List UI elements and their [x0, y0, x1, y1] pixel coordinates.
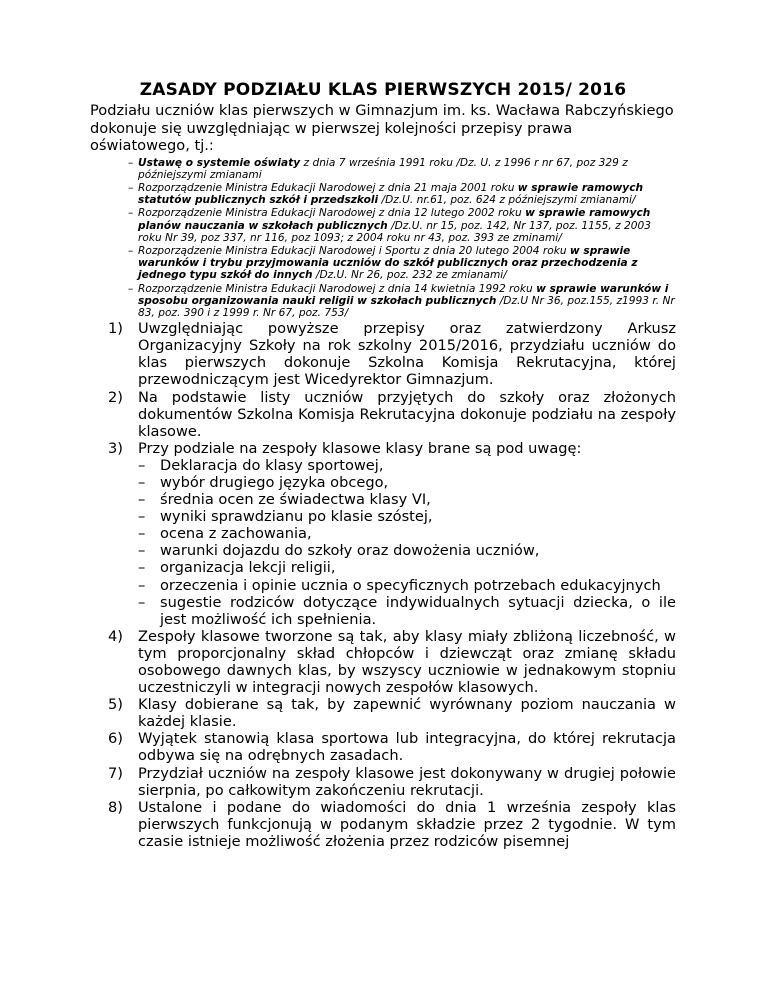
- bullet-dash: –: [138, 525, 146, 543]
- law-citation: /Dz.U Nr 36, poz.155, z1993 r. Nr 83, poz. 390 i z 1999 r. Nr 67, poz. 753/: [138, 294, 675, 319]
- criterion-item: [138, 474, 676, 491]
- intro-paragraph: Podziału uczniów klas pierwszych w Gimnazjum im. ks. Wacława Rabczyńskiego dokonuje się uwzględniając w pierwszej kolejności przepisy prawa oświatowego, tj.:: [90, 102, 674, 154]
- bullet-dash: –: [138, 559, 146, 577]
- rule-number: 8): [108, 798, 123, 816]
- rule-text: Na podstawie listy uczniów przyjętych do szkoły oraz złożonych dokumentów Szkolna Komisja Rekrutacyjna dokonuje podziału na zespoły klasowe.: [138, 388, 676, 440]
- rule-number: 2): [108, 388, 123, 406]
- rule-number: 7): [108, 764, 123, 782]
- rule-text: Przy podziale na zespoły klasowe klasy brane są pod uwagę:: [138, 439, 582, 457]
- criterion-item: [138, 577, 676, 594]
- criterion-item: [138, 508, 676, 525]
- rule-text: Zespoły klasowe tworzone są tak, aby klasy miały zbliżoną liczebność, w tym proporcjonalny skład chłopców i dziewcząt oraz zmianę składu osobowego dawnych klas, by wszyscy uczniowie w jednakowym stopniu uczestniczyli w integracji nowych zespołów klasowych.: [138, 627, 676, 697]
- bullet-dash: –: [138, 456, 146, 474]
- criterion-text: Deklaracja do klasy sportowej,: [160, 456, 384, 474]
- rule-item: [90, 799, 676, 850]
- rule-item: [90, 730, 676, 764]
- criterion-item: [138, 525, 676, 542]
- law-item: [128, 182, 676, 206]
- law-citation: z dnia 7 września 1991 roku /Dz. U. z 1996 r nr 67, poz 329 z późniejszymi zmianami: [138, 156, 628, 181]
- law-title: Ustawę o systemie oświaty: [138, 156, 301, 169]
- criterion-item: [138, 594, 676, 628]
- criterion-item: [138, 542, 676, 559]
- rule-number: 6): [108, 730, 123, 748]
- criterion-text: orzeczenia i opinie ucznia o specyficznych potrzebach edukacyjnych: [160, 576, 661, 594]
- law-item: [128, 283, 676, 320]
- document-title: ZASADY PODZIAŁU KLAS PIERWSZYCH 2015/ 2016: [139, 80, 627, 100]
- rule-text: Wyjątek stanowią klasa sportowa lub integracyjna, do której rekrutacja odbywa się na odrębnych zasadach.: [138, 730, 676, 765]
- rule-item: [90, 320, 676, 388]
- law-title: w sprawie warunków i trybu przyjmowania uczniów do szkół publicznych oraz przechodzenia z jednego typu szkół do innych: [138, 244, 638, 282]
- law-prefix: Rozporządzenie Ministra Edukacji Narodowej i Sportu z dnia 20 lutego 2004 roku: [138, 244, 570, 257]
- law-citation: /Dz.U. nr 15, poz. 142, Nr 137, poz. 1155, z 2003 roku Nr 39, poz 337, nr 116, poz 1093; z 2004 roku nr 43, poz. 393 ze zminami/: [138, 219, 652, 244]
- law-item: [128, 157, 676, 181]
- bullet-dash: –: [138, 593, 146, 611]
- law-item: [128, 207, 676, 244]
- criterion-item: [138, 491, 676, 508]
- bullet-dash: –: [138, 508, 146, 526]
- criterion-text: wyniki sprawdzianu po klasie szóstej,: [160, 508, 433, 526]
- rule-item: [90, 440, 676, 628]
- criterion-text: warunki dojazdu do szkoły oraz dowożenia uczniów,: [160, 542, 540, 560]
- criterion-item: [138, 457, 676, 474]
- criterion-text: wybór drugiego języka obcego,: [160, 473, 389, 491]
- bullet-dash: –: [128, 181, 134, 194]
- document-page: [90, 80, 676, 850]
- law-item: [128, 245, 676, 282]
- bullet-dash: –: [138, 491, 146, 509]
- rule-item: [90, 765, 676, 799]
- rule-number: 5): [108, 696, 123, 714]
- rule-number: 3): [108, 439, 123, 457]
- law-title: w sprawie warunków i sposobu organizowania nauki religii w szkołach publicznych: [138, 282, 669, 307]
- bullet-dash: –: [128, 244, 134, 257]
- rule-text: Uwzględniając powyższe przepisy oraz zatwierdzony Arkusz Organizacyjny Szkoły na rok szkolny 2015/2016, przydziału uczniów do klas pierwszych dokonuje Szkolna Komisja Rekrutacyjna, której przewodniczącym jest Wicedyrektor Gimnazjum.: [138, 320, 676, 389]
- law-prefix: Rozporządzenie Ministra Edukacji Narodowej z dnia 14 kwietnia 1992 roku: [138, 282, 537, 295]
- criterion-item: [138, 559, 676, 576]
- rule-text: Klasy dobierane są tak, by zapewnić wyrównany poziom nauczania w każdej klasie.: [138, 696, 676, 731]
- rule-item: [90, 696, 676, 730]
- criteria-list: [138, 457, 676, 628]
- rule-text: Ustalone i podane do wiadomości do dnia 1 września zespoły klas pierwszych funkcjonują w podanym składzie przez 2 tygodnie. W tym czasie istnieje możliwość złożenia przez rodziców pisemnej: [138, 798, 676, 850]
- law-prefix: Rozporządzenie Ministra Edukacji Narodowej z dnia 21 maja 2001 roku: [138, 181, 518, 194]
- bullet-dash: –: [128, 156, 134, 169]
- rule-item: [90, 628, 676, 696]
- bullet-dash: –: [138, 473, 146, 491]
- bullet-dash: –: [138, 542, 146, 560]
- rule-item: [90, 389, 676, 440]
- rule-text: Przydział uczniów na zespoły klasowe jest dokonywany w drugiej połowie sierpnia, po całkowitym zakończeniu rekrutacji.: [138, 764, 676, 799]
- law-citation: /Dz.U. Nr 26, poz. 232 ze zmianami/: [312, 269, 507, 282]
- criterion-text: średnia ocen ze świadectwa klasy VI,: [160, 491, 431, 509]
- law-title: w sprawie ramowych planów nauczania w szkołach publicznych: [138, 207, 651, 232]
- law-citation: /Dz.U. nr.61, poz. 624 z późniejszymi zmianami/: [378, 194, 636, 207]
- criterion-text: organizacja lekcji religii,: [160, 559, 336, 577]
- legal-basis-list: [90, 157, 676, 320]
- rule-number: 1): [108, 320, 123, 338]
- law-prefix: Rozporządzenie Ministra Edukacji Narodowej z dnia 12 lutego 2002 roku: [138, 207, 526, 220]
- law-title: w sprawie ramowych statutów publicznych szkół i przedszkoli: [138, 181, 644, 207]
- criterion-text: ocena z zachowania,: [160, 525, 312, 543]
- criterion-text: sugestie rodziców dotyczące indywidualnych sytuacji dziecka, o ile jest możliwość ich spełnienia.: [160, 593, 676, 628]
- bullet-dash: –: [138, 576, 146, 594]
- rule-number: 4): [108, 627, 123, 645]
- bullet-dash: –: [128, 207, 134, 220]
- bullet-dash: –: [128, 282, 134, 295]
- rules-list: [90, 320, 676, 850]
